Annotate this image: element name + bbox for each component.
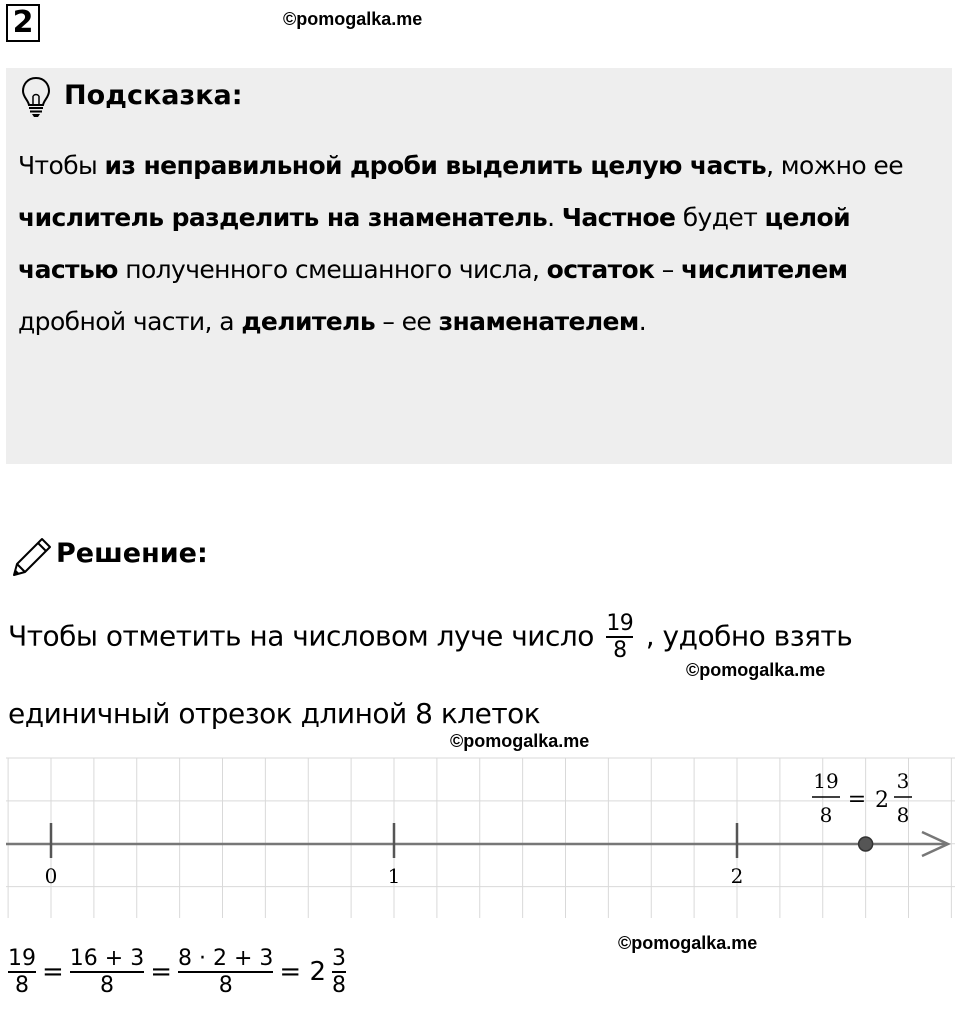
hint-segment: . [547,203,562,232]
hint-bold-segment: числителем [681,255,848,284]
hint-bold-segment: числитель разделить на знаменатель [18,203,548,232]
equation-operator: = 2 [279,957,326,988]
equation-fraction [8,946,36,999]
hint-segment: полученного смешанного числа, [117,255,547,284]
point-label-whole: 2 [875,788,889,813]
solution-line-1 [8,611,852,664]
solution-text-before: Чтобы отметить на числовом луче число [8,619,594,653]
equation-denominator: 8 [332,973,346,999]
point-label-frac-denominator: 8 [896,803,910,827]
watermark: ©pomogalka.me [283,9,423,29]
tick-label: 0 [44,864,58,888]
hint-text [18,140,948,348]
equation-fraction [178,946,273,999]
point-label-frac-numerator: 3 [896,769,910,793]
equation-fraction [332,946,346,999]
hint-segment: . [638,307,647,336]
lightbulb-icon [20,76,52,118]
hint-segment: будет [675,203,765,232]
hint-bold-segment: целой частью [18,203,851,284]
hint-segment: дробной части, а [18,307,242,336]
solution-line-2: единичный отрезок длиной 8 клеток [8,697,541,730]
hint-bold-segment: из неправильной дроби выделить целую часть [104,151,767,180]
watermark: ©pomogalka.me [618,933,758,953]
hint-segment: Чтобы [18,151,105,180]
fraction-19-8 [606,611,633,664]
equation-denominator: 8 [218,973,233,999]
solution-title: Решение: [56,538,208,569]
hint-segment: – [654,255,682,284]
fraction-denominator: 8 [613,638,627,664]
watermark: ©pomogalka.me [686,660,826,680]
tick-label: 2 [730,864,744,888]
hint-bold-segment: знаменателем [438,307,639,336]
point-label-denominator: 8 [819,803,833,827]
equation-fraction [70,946,144,999]
equation-numerator: 3 [332,946,346,971]
point-label-numerator: 19 [813,769,839,793]
watermark: ©pomogalka.me [450,731,590,751]
equation [8,946,346,999]
hint-bold-segment: остаток [546,255,655,284]
number-line-point [859,837,873,851]
equation-denominator: 8 [100,973,114,999]
hint-segment: – ее [375,307,439,336]
task-number: 2 [6,4,40,42]
equation-numerator: 8 · 2 + 3 [178,946,274,971]
equation-operator: = [150,957,173,988]
equation-denominator: 8 [15,973,29,999]
hint-segment: , можно ее [766,151,903,180]
hint-bold-segment: Частное [561,203,676,232]
solution-text-after: , удобно взять [645,619,853,653]
pencil-icon [10,535,54,579]
equation-numerator: 19 [8,946,36,971]
tick-label: 1 [387,864,401,888]
hint-bold-segment: делитель [241,307,376,336]
hint-title: Подсказка: [64,80,243,111]
fraction-numerator: 19 [606,611,634,636]
equation-operator: = [42,957,64,988]
point-label-equals: = [847,787,867,812]
equation-numerator: 16 + 3 [69,946,145,971]
number-line [0,754,960,924]
